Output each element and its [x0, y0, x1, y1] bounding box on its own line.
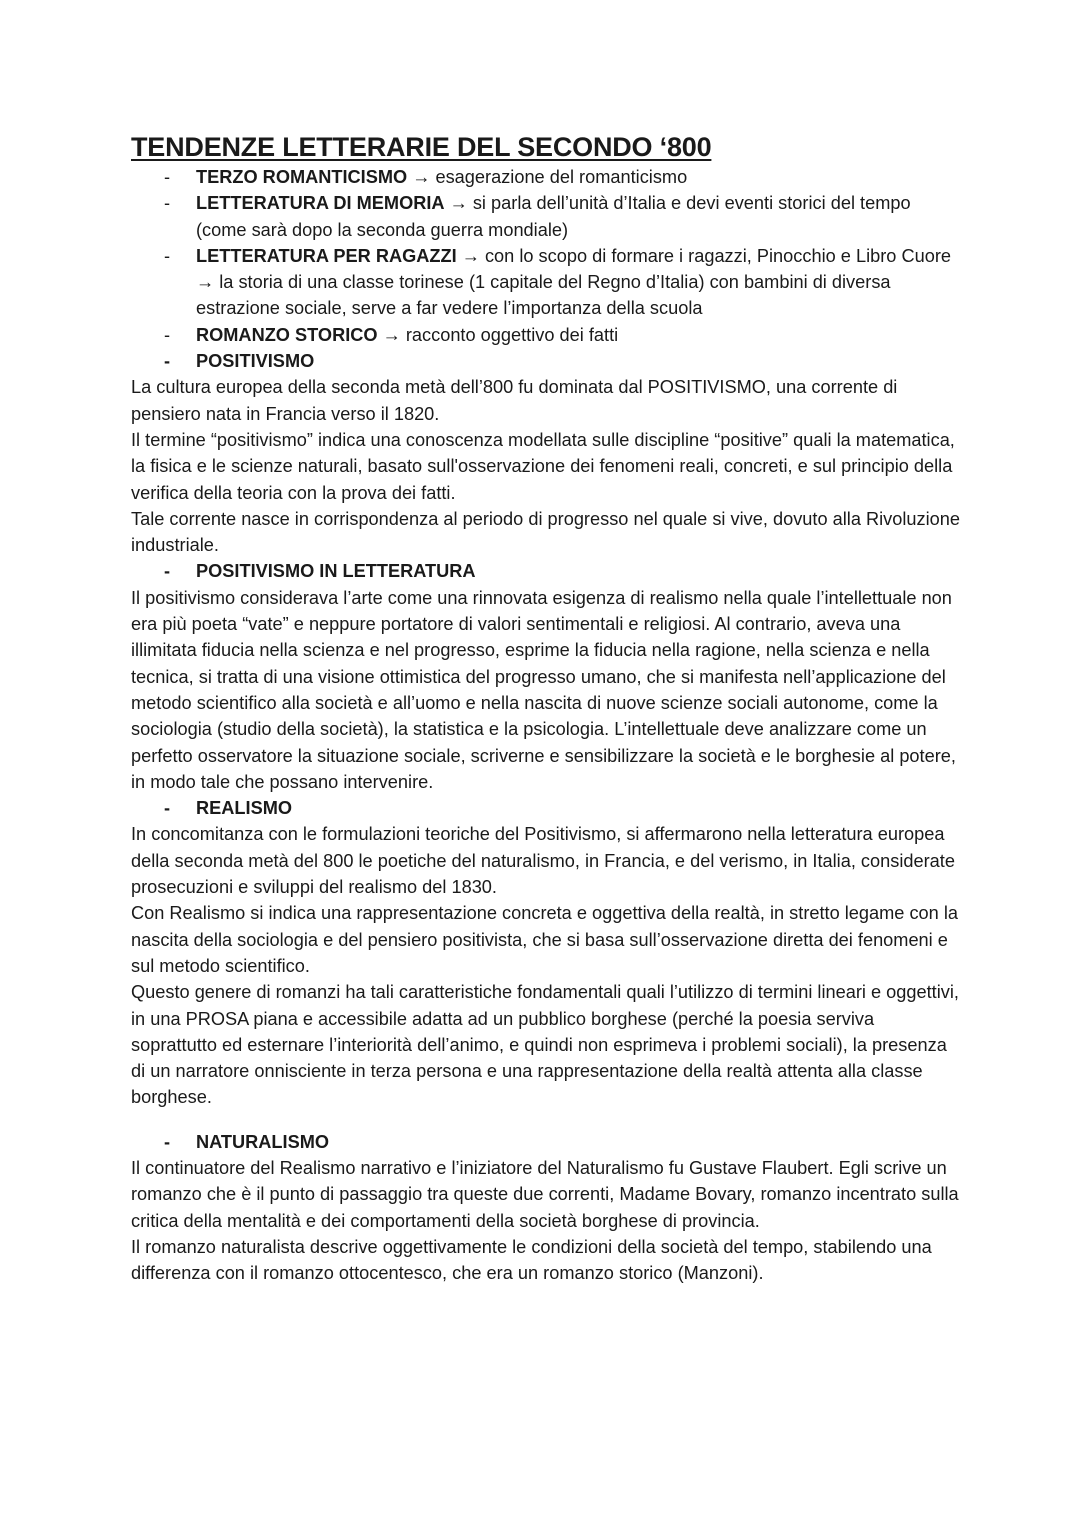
intro-list: [131, 164, 961, 374]
list-item-text: → racconto oggettivo dei fatti: [377, 324, 619, 345]
paragraph: Il continuatore del Realismo narrativo e l’iniziatore del Naturalismo fu Gustave Flaubert. Egli scrive un romanzo che è il punto di passaggio tra queste due correnti, Madame Bovary, romanzo incentrato sulla critica della mentalità e dei comportamenti della società borghese di provincia.: [131, 1157, 959, 1231]
paragraph: Il positivismo considerava l’arte come una rinnovata esigenza di realismo nella quale l’intellettuale non era più poeta “vate” e neppure portatore di valori sentimentali e religiosi. Al contrario, aveva una illimitata fiducia nella scienza e nel progresso, esprime la fiducia nella ragione, nella scienza e nella tecnica, si tratta di una visione ottimistica del progresso umano, che si manifesta nell’applicazione del metodo scientifico alla società e all’uomo e nella nascita di nuove scienze sociali autonome, come la sociologia (studio della società), la statistica e la psicologia. L’intellettuale deve analizzare come un perfetto osservatore la situazione sociale, scriverne e sensibilizzare la società e le borghesie al potere, in modo tale che possano intervenire.: [131, 587, 956, 792]
list-item-heading: LETTERATURA PER RAGAZZI: [196, 245, 457, 266]
paragraph: Il termine “positivismo” indica una conoscenza modellata sulle discipline “positive” quali la matematica, la fisica e le scienze naturali, basato sull'osservazione dei fenomeni reali, concreti, e sul principio della verifica della teoria con la prova dei fatti.: [131, 429, 955, 503]
document-title: TENDENZE LETTERARIE DEL SECONDO ‘800: [131, 132, 712, 162]
bullet-dash: -: [164, 798, 171, 819]
bullet-dash: -: [164, 561, 171, 582]
list-item-text: → con lo scopo di formare i ragazzi, Pinocchio e Libro Cuore → la storia di una classe torinese (1 capitale del Regno d’Italia) con bambini di diversa estrazione sociale, serve a far vedere l’importanza della scuola: [196, 245, 952, 319]
bullet-dash: -: [164, 245, 171, 266]
list-item-heading: TERZO ROMANTICISMO: [196, 167, 408, 187]
list-item: [131, 243, 961, 322]
paragraph: In concomitanza con le formulazioni teoriche del Positivismo, si affermarono nella letteratura europea della seconda metà del 800 le poetiche del naturalismo, in Francia, e del verismo, in Italia, considerate prosecuzioni e sviluppi del realismo del 1830.: [131, 824, 955, 898]
list-item-heading: ROMANZO STORICO: [196, 324, 378, 345]
section-heading-naturalismo: - NATURALISMO: [131, 1129, 961, 1155]
list-item: [131, 322, 961, 348]
bullet-dash: -: [164, 167, 171, 187]
paragraph: Tale corrente nasce in corrispondenza al periodo di progresso nel quale si vive, dovuto alla Rivoluzione industriale.: [131, 508, 961, 556]
list-item-heading: LETTERATURA DI MEMORIA: [196, 193, 445, 214]
list-item-text: → esagerazione del romanticismo: [407, 167, 688, 187]
section-heading-positivismo: - POSITIVISMO: [131, 348, 961, 374]
paragraph: Il romanzo naturalista descrive oggettivamente le condizioni della società del tempo, stabilendo una differenza con il romanzo ottocentesco, che era un romanzo storico (Manzoni).: [131, 1236, 932, 1284]
paragraph: La cultura europea della seconda metà dell’800 fu dominata dal POSITIVISMO, una corrente di pensiero nata in Francia verso il 1820.: [131, 377, 898, 424]
list-item: [131, 190, 961, 243]
section-heading-positivismo-letteratura: - POSITIVISMO IN LETTERATURA: [131, 558, 961, 584]
paragraph: Questo genere di romanzi ha tali caratteristiche fondamentali quali l’utilizzo di termini lineari e oggettivi, in una PROSA piana e accessibile adatta ad un pubblico borghese (perché la poesia serviva soprattutto ed esternare l’interiorità dell’animo, e quindi non esprimeva i problemi sociali), la presenza di un narratore onnisciente in terza persona e una rappresentazione della realtà attenta alla classe borghese.: [131, 982, 959, 1108]
list-item: [131, 164, 961, 190]
bullet-dash: -: [164, 351, 171, 372]
bullet-dash: -: [164, 324, 171, 345]
spacer: [131, 1111, 961, 1129]
bullet-dash: -: [164, 1131, 171, 1152]
document-page: [131, 130, 961, 1286]
list-item-text: → si parla dell’unità d’Italia e devi eventi storici del tempo (come sarà dopo la seconda guerra mondiale): [196, 193, 911, 240]
section-heading-realismo: - REALISMO: [131, 795, 961, 821]
paragraph: Con Realismo si indica una rappresentazione concreta e oggettiva della realtà, in stretto legame con la nascita della sociologia e del pensiero positivista, che si basa sull’osservazione diretta dei fenomeni e sul metodo scientifico.: [131, 903, 958, 976]
bullet-dash: -: [164, 193, 171, 214]
